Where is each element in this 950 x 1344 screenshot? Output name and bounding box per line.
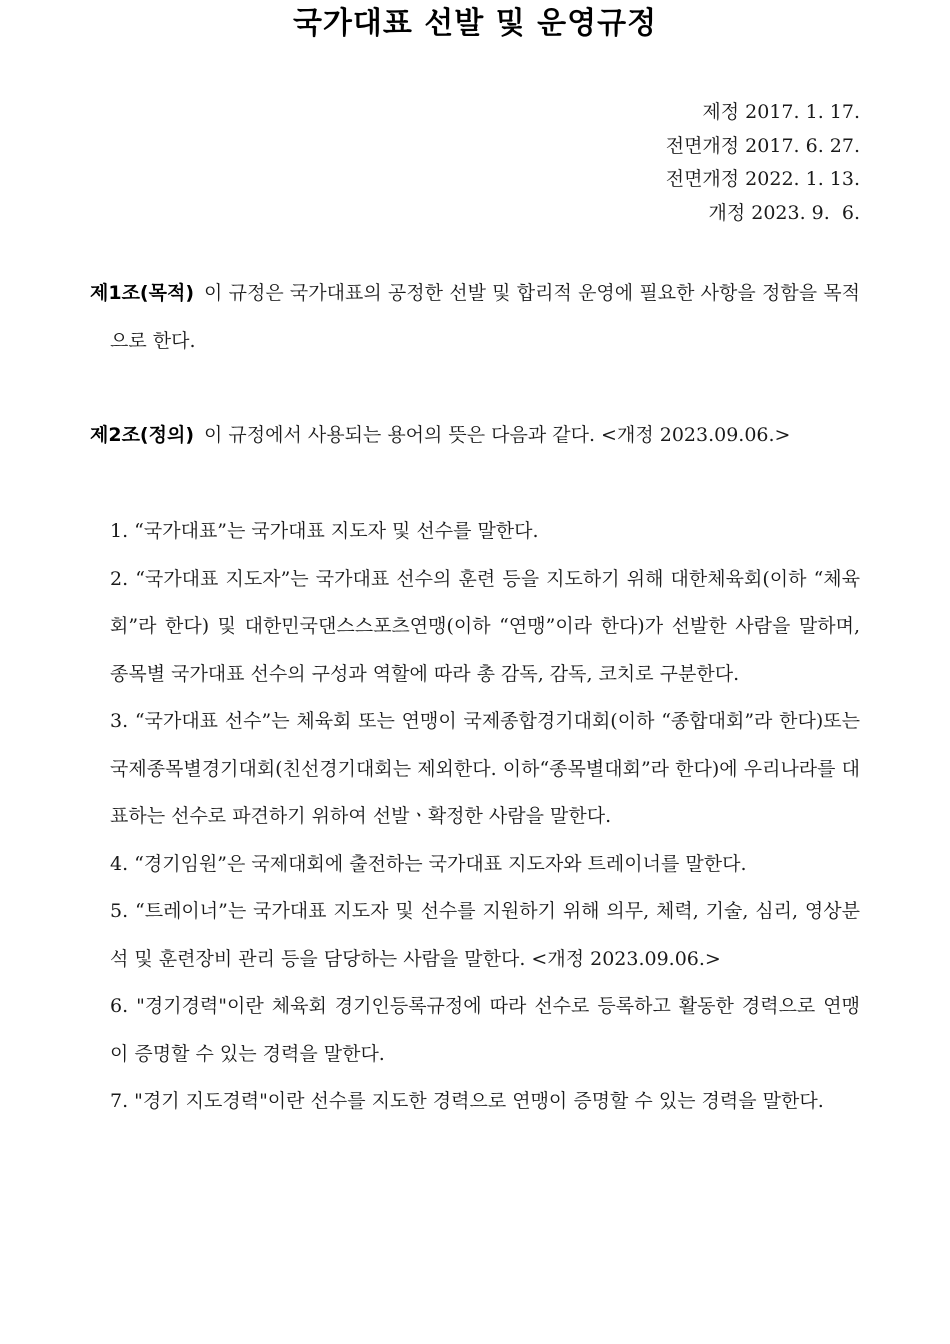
revision-amendment-2023: 개정 2023. 9. 6.	[708, 201, 860, 224]
article-2-label: 제2조(정의)	[90, 424, 195, 446]
definition-item-5: 5. “트레이너”는 국가대표 지도자 및 선수를 지원하기 위해 의무, 체력, 기술, 심리, 영상분석 및 훈련장비 관리 등을 담당하는 사람을 말한다. <개정 2023.09.06.>	[110, 900, 860, 970]
article-1-text: 이 규정은 국가대표의 공정한 선발 및 합리적 운영에 필요한 사항을 정함을 목적으로 한다.	[110, 282, 860, 352]
article-2-paragraph	[90, 412, 860, 460]
definition-item-7: 7. "경기 지도경력"이란 선수를 지도한 경력으로 연맹이 증명할 수 있는 경력을 말한다.	[110, 1090, 824, 1112]
definition-item-1: 1. “국가대표”는 국가대표 지도자 및 선수를 말한다.	[110, 520, 539, 542]
definition-item-2: 2. “국가대표 지도자”는 국가대표 선수의 훈련 등을 지도하기 위해 대한체육회(이하 “체육회”라 한다) 및 대한민국댄스스포츠연맹(이하 “연맹”이라 한다)가 선발한 사람을 말하며, 종목별 국가대표 선수의 구성과 역할에 따라 총 감독, 감독, 코치로 구분한다.	[110, 567, 860, 685]
article-1-paragraph	[90, 270, 860, 365]
article-2-items	[90, 508, 860, 1126]
definition-item-6: 6. "경기경력"이란 체육회 경기인등록규정에 따라 선수로 등록하고 활동한 경력으로 연맹이 증명할 수 있는 경력을 말한다.	[110, 995, 860, 1065]
definition-item-3: 3. “국가대표 선수”는 체육회 또는 연맹이 국제종합경기대회(이하 “종합대회”라 한다)또는 국제종목별경기대회(친선경기대회는 제외한다. 이하“종목별대회”라 한다)에 우리나라를 대표하는 선수로 파견하기 위하여 선발ㆍ확정한 사람을 말한다.	[110, 710, 860, 827]
article-1	[90, 270, 860, 365]
revision-full-amendment-2017: 전면개정 2017. 6. 27.	[665, 134, 860, 157]
article-1-label: 제1조(목적)	[90, 282, 195, 304]
definition-item-4: 4. “경기임원”은 국제대회에 출전하는 국가대표 지도자와 트레이너를 말한다.	[110, 852, 747, 875]
revision-enacted: 제정 2017. 1. 17.	[702, 101, 860, 123]
document-title: 국가대표 선발 및 운영규정	[292, 6, 658, 41]
article-2	[90, 412, 860, 460]
revision-full-amendment-2022: 전면개정 2022. 1. 13.	[665, 168, 860, 190]
revision-history	[666, 96, 860, 230]
article-2-text: 이 규정에서 사용되는 용어의 뜻은 다음과 같다. <개정 2023.09.06.>	[204, 424, 791, 446]
